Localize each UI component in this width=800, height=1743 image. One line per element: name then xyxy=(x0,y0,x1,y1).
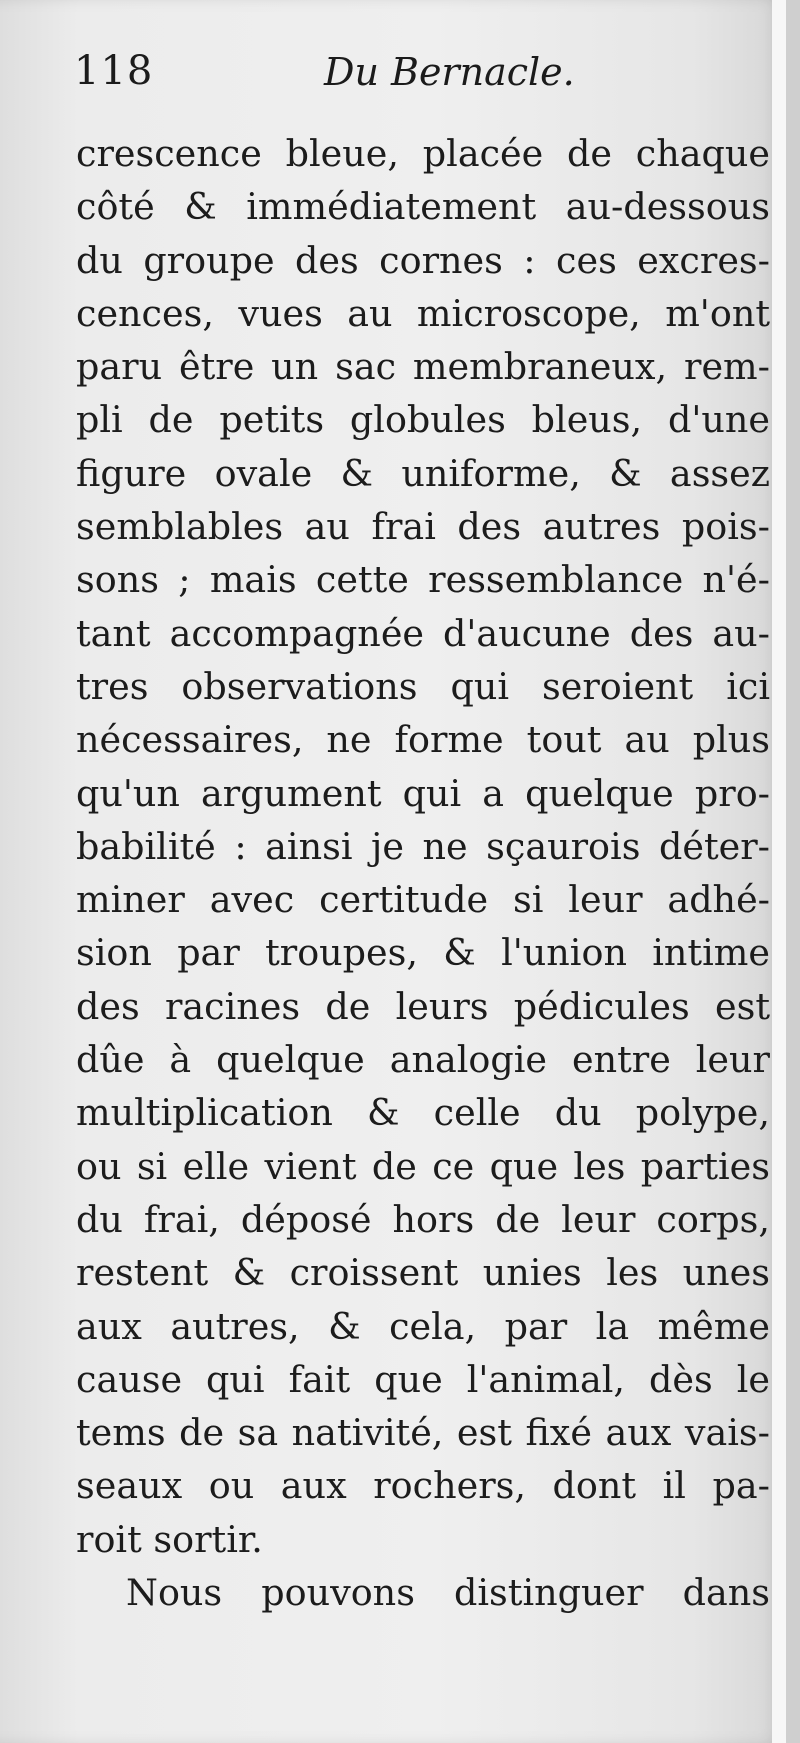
text-line: cences, vues au microscope, m'ont xyxy=(76,291,770,335)
text-line: du groupe des cornes : ces excres- xyxy=(76,238,770,282)
text-line: tems de sa nativité, est fixé aux vais- xyxy=(76,1411,770,1455)
text-line: figure ovale & uniforme, & assez xyxy=(76,451,770,495)
text-line: du frai, déposé hors de leur corps, xyxy=(76,1197,770,1241)
text-line: ou si elle vient de ce que les parties xyxy=(76,1144,770,1188)
text-line: miner avec certitude si leur adhé- xyxy=(76,878,770,922)
text-line: des racines de leurs pédicules est xyxy=(76,984,770,1028)
page-edge xyxy=(772,0,786,1743)
text-line: tant accompagnée d'aucune des au- xyxy=(76,611,770,655)
paragraph-end-line: roit sortir. xyxy=(76,1517,263,1561)
text-line: tres observations qui seroient ici xyxy=(76,664,770,708)
running-head: Du Bernacle. xyxy=(324,50,575,94)
text-line: nécessaires, ne forme tout au plus xyxy=(76,718,770,762)
text-line: multiplication & celle du polype, xyxy=(76,1091,770,1135)
text-line: babilité : ainsi je ne sçaurois déter- xyxy=(76,824,770,868)
body-text xyxy=(76,127,770,1619)
text-line: dûe à quelque analogie entre leur xyxy=(76,1038,770,1082)
text-line: qu'un argument qui a quelque pro- xyxy=(76,771,770,815)
text-line: cause qui fait que l'animal, dès le xyxy=(76,1357,770,1401)
text-line: seaux ou aux rochers, dont il pa- xyxy=(76,1464,770,1508)
page-number: 118 xyxy=(74,48,154,94)
text-line: sons ; mais cette ressemblance n'é- xyxy=(76,558,770,602)
page-header xyxy=(74,48,734,108)
text-line: crescence bleue, placée de chaque xyxy=(76,132,770,175)
text-line: sion par troupes, & l'union intime xyxy=(76,931,770,975)
text-line: restent & croissent unies les unes xyxy=(76,1251,770,1295)
text-line: pli de petits globules bleus, d'une xyxy=(76,398,770,442)
text-line: côté & immédiatement au-dessous xyxy=(76,185,770,229)
text-line: aux autres, & cela, par la même xyxy=(76,1304,770,1348)
text-line: semblables au frai des autres pois- xyxy=(76,505,770,549)
paragraph-start-line: Nous pouvons distinguer dans xyxy=(126,1571,770,1615)
text-line: paru être un sac membraneux, rem- xyxy=(76,345,770,389)
